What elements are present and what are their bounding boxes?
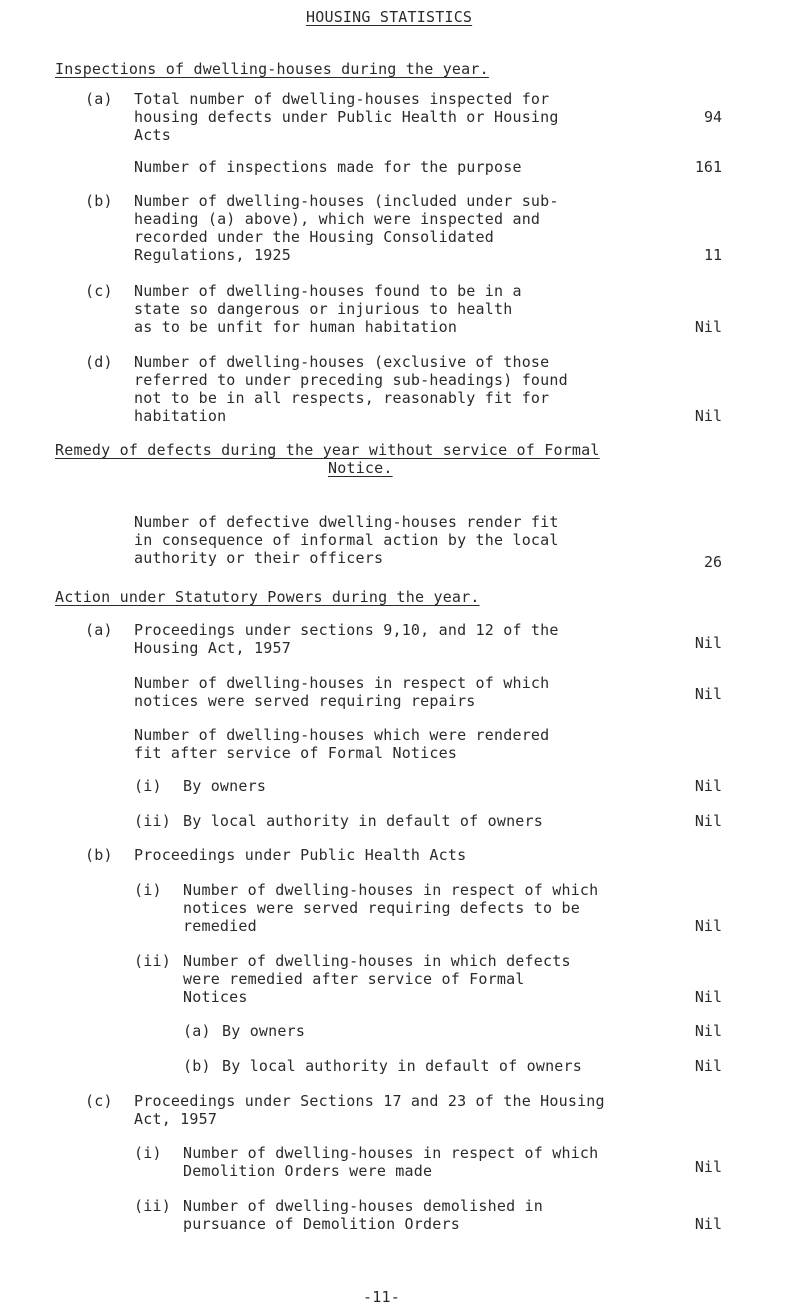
item-value: Nil [694,1057,722,1075]
item-label: (c) [85,1092,113,1110]
item-text-line: Proceedings under sections 9,10, and 12 of the [134,621,559,639]
page-number: -11- [363,1288,400,1306]
item-value: 161 [694,158,722,176]
item-text-line: housing defects under Public Health or Housing [134,108,559,126]
item-text-line: By owners [222,1022,306,1040]
item-value: Nil [694,1158,722,1176]
item-value: Nil [694,318,722,336]
item-label: (b) [85,846,113,864]
item-value: Nil [694,685,722,703]
item-text-line: fit after service of Formal Notices [134,744,458,762]
page-title: HOUSING STATISTICS [306,8,473,26]
item-text-line: Proceedings under Sections 17 and 23 of the Housing [134,1092,605,1110]
item-value: Nil [694,777,722,795]
item-value: Nil [694,812,722,830]
item-value: 26 [703,553,722,571]
item-value: Nil [694,1022,722,1040]
action-heading: Action under Statutory Powers during the year. [55,588,480,606]
item-text-line: heading (a) above), which were inspected and [134,210,541,228]
item-text-line: were remedied after service of Formal [183,970,525,988]
item-label: (c) [85,282,113,300]
item-value: 94 [703,108,722,126]
item-text-line: Housing Act, 1957 [134,639,291,657]
item-value: 11 [703,246,722,264]
item-label: (ii) [134,1197,171,1215]
item-label: (i) [134,1144,162,1162]
remedy-heading: Remedy of defects during the year without service of Formal [55,441,600,459]
item-label: (a) [85,621,113,639]
item-text-line: By owners [183,777,267,795]
item-text-line: remedied [183,917,257,935]
item-text-line: Number of inspections made for the purpose [134,158,522,176]
item-text-line: Total number of dwelling-houses inspected for [134,90,550,108]
item-label: (ii) [134,952,171,970]
item-text-line: habitation [134,407,227,425]
item-text-line: notices were served requiring repairs [134,692,476,710]
item-text-line: Number of dwelling-houses in respect of which [183,1144,599,1162]
item-value: Nil [694,634,722,652]
inspections-heading: Inspections of dwelling-houses during the year. [55,60,489,78]
item-label: (d) [85,353,113,371]
item-value: Nil [694,407,722,425]
item-text-line: authority or their officers [134,549,384,567]
item-label: (ii) [134,812,171,830]
remedy-heading-line2: Notice. [328,459,393,477]
item-text-line: Proceedings under Public Health Acts [134,846,467,864]
item-text-line: Number of defective dwelling-houses render fit [134,513,559,531]
item-text-line: state so dangerous or injurious to health [134,300,513,318]
item-text-line: Number of dwelling-houses demolished in [183,1197,543,1215]
item-text-line: Demolition Orders were made [183,1162,433,1180]
item-label: (i) [134,777,162,795]
item-text-line: not to be in all respects, reasonably fit for [134,389,550,407]
item-text-line: as to be unfit for human habitation [134,318,458,336]
item-text-line: Number of dwelling-houses in respect of which [134,674,550,692]
item-text-line: Number of dwelling-houses (included under sub- [134,192,559,210]
item-text-line: Number of dwelling-houses which were rendered [134,726,550,744]
item-text-line: Acts [134,126,171,144]
item-value: Nil [694,988,722,1006]
item-text-line: By local authority in default of owners [183,812,543,830]
item-text-line: pursuance of Demolition Orders [183,1215,460,1233]
item-label: (b) [183,1057,211,1075]
item-value: Nil [694,917,722,935]
item-label: (a) [183,1022,211,1040]
item-value: Nil [694,1215,722,1233]
item-text-line: Notices [183,988,248,1006]
item-text-line: Number of dwelling-houses in respect of which [183,881,599,899]
item-text-line: Number of dwelling-houses (exclusive of those [134,353,550,371]
item-label: (b) [85,192,113,210]
item-text-line: recorded under the Housing Consolidated [134,228,494,246]
item-text-line: notices were served requiring defects to be [183,899,580,917]
item-text-line: Regulations, 1925 [134,246,291,264]
item-text-line: Number of dwelling-houses found to be in a [134,282,522,300]
item-text-line: Act, 1957 [134,1110,218,1128]
item-label: (i) [134,881,162,899]
item-text-line: in consequence of informal action by the local [134,531,559,549]
item-label: (a) [85,90,113,108]
item-text-line: Number of dwelling-houses in which defects [183,952,571,970]
item-text-line: By local authority in default of owners [222,1057,582,1075]
item-text-line: referred to under preceding sub-headings) found [134,371,568,389]
